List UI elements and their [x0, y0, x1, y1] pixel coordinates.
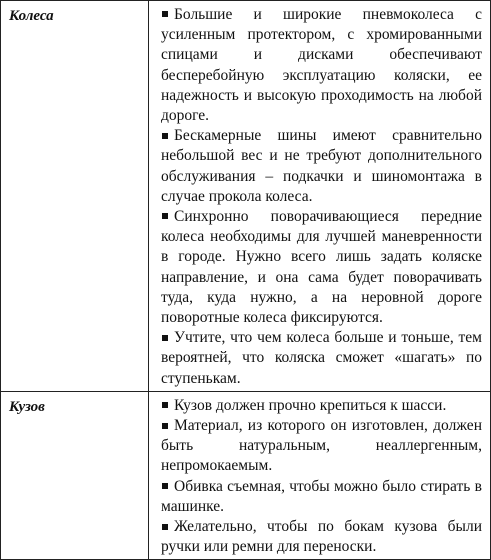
list-item — [161, 126, 482, 207]
table-row-wheels — [1, 1, 491, 392]
list-item-text: Материал, из которого он изготовлен, должен быть натуральным, неаллергенным, непромокаемым. — [161, 417, 482, 475]
list-item-text: Большие и широкие пневмоколеса с усиленным протектором, с хромированными спицами и дисками обеспечивают бесперебойную эксплуатацию коляски, ее надежность и высокую проходимость на любой дороге. — [161, 6, 482, 125]
list-item — [161, 207, 482, 328]
black-square-bullet-icon — [162, 11, 168, 17]
row-description-body — [149, 391, 491, 560]
black-square-bullet-icon — [162, 402, 168, 408]
row-term-wheels: Колеса — [1, 1, 149, 392]
list-item — [161, 477, 482, 517]
list-item-text: Учтите, что чем колеса больше и тоньше, тем вероятней, что коляска сможет «шагать» по ступенькам. — [161, 329, 482, 387]
list-item-text: Обивка съемная, чтобы можно было стирать в машинке. — [161, 477, 482, 515]
list-item — [161, 517, 482, 557]
row-description-wheels — [149, 1, 491, 392]
list-item-text: Кузов должен прочно крепиться к шасси. — [174, 396, 447, 414]
list-item-text: Синхронно поворачивающиеся передние колеса необходимы для лучшей маневренности в городе. Нужно всего лишь задать коляске направление, и она сама будет поворачивать туда, куда нужно, а на неровной дороге поворотные колеса фиксируются. — [161, 208, 482, 327]
list-item — [161, 328, 482, 389]
list-item — [161, 416, 482, 477]
list-item — [161, 5, 482, 126]
list-item-text: Бескамерные шины имеют сравнительно небольшой вес и не требуют дополнительного обслуживания – подкачки и шиномонтажа в случае прокола колеса. — [161, 127, 482, 205]
black-square-bullet-icon — [162, 423, 168, 429]
black-square-bullet-icon — [162, 133, 168, 139]
list-item — [161, 396, 482, 416]
row-term-body: Кузов — [1, 391, 149, 560]
black-square-bullet-icon — [162, 524, 168, 530]
table-row-body — [1, 391, 491, 560]
list-item-text: Желательно, чтобы по бокам кузова были ручки или ремни для переноски. — [161, 518, 482, 556]
black-square-bullet-icon — [162, 213, 168, 219]
black-square-bullet-icon — [162, 335, 168, 341]
black-square-bullet-icon — [162, 483, 168, 489]
